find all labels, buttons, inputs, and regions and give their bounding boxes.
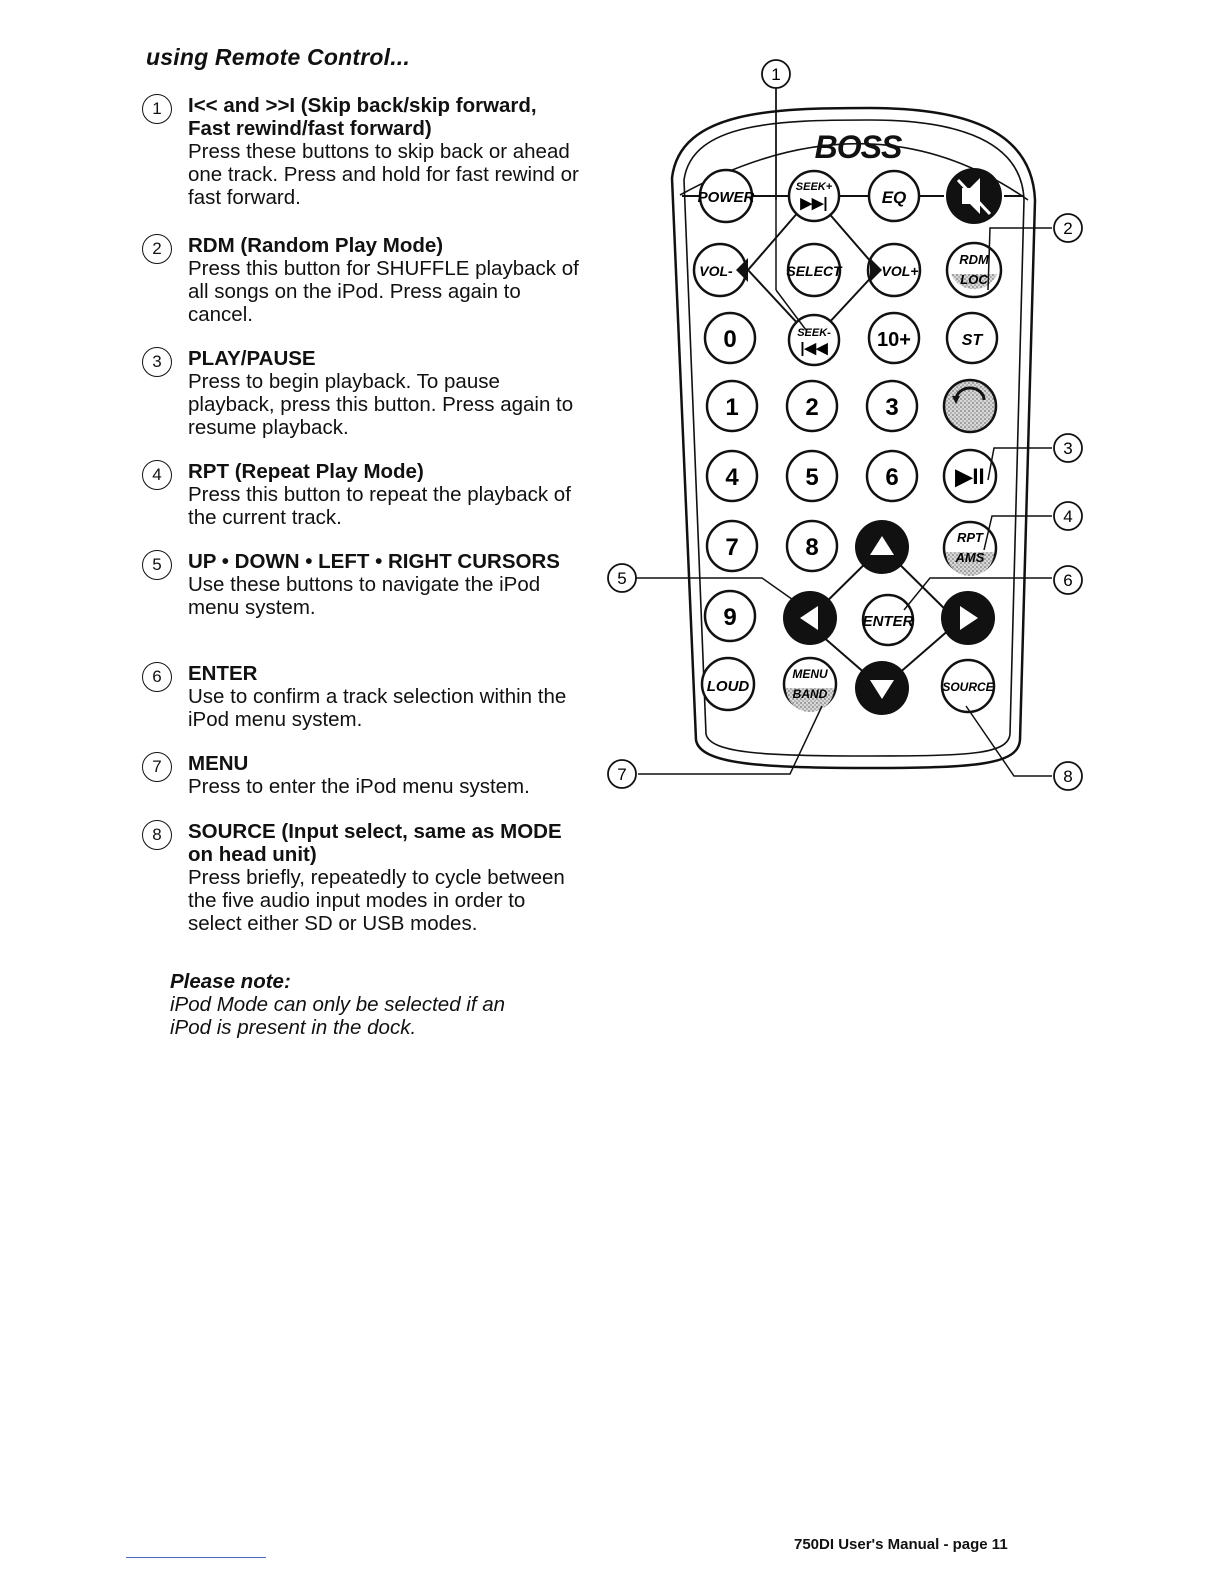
callout-6 — [1054, 566, 1082, 594]
svg-text:ST: ST — [961, 332, 983, 349]
item-text: Use to confirm a track selection within the iPod menu system. — [188, 685, 567, 731]
instruction-item-menu — [142, 752, 582, 798]
svg-text:3: 3 — [885, 394, 899, 421]
one-button — [707, 381, 757, 431]
return-stop-button — [944, 380, 996, 432]
item-number: 7 — [142, 752, 172, 782]
svg-text:6: 6 — [885, 464, 899, 491]
note-title: Please note: — [170, 970, 291, 993]
remote-control-diagram — [600, 50, 1100, 810]
item-number: 6 — [142, 662, 172, 692]
vol-plus-button — [868, 244, 920, 296]
source-button — [942, 660, 995, 712]
page-footer: 750DI User's Manual - page 11 — [794, 1536, 1008, 1553]
svg-text:1: 1 — [771, 65, 781, 84]
power-button — [698, 170, 755, 222]
svg-text:LOC: LOC — [960, 272, 988, 287]
enter-button — [863, 595, 914, 645]
five-button — [787, 451, 837, 501]
item-heading: UP • DOWN • LEFT • RIGHT CURSORS — [188, 550, 560, 573]
footer-divider — [126, 1557, 266, 1558]
instruction-item-rdm — [142, 234, 582, 326]
svg-text:BAND: BAND — [792, 687, 828, 701]
svg-text:SELECT: SELECT — [786, 263, 842, 279]
svg-text:2: 2 — [1063, 219, 1073, 238]
item-text: Press briefly, repeatedly to cycle between the five audio input modes in order to select either SD or USB modes. — [188, 866, 565, 935]
svg-text:9: 9 — [723, 604, 737, 631]
skip-forward-icon: ▶▶| — [800, 195, 828, 212]
svg-text:5: 5 — [805, 464, 819, 491]
item-number: 3 — [142, 347, 172, 377]
callout-8 — [1054, 762, 1082, 790]
svg-text:SEEK-: SEEK- — [797, 327, 831, 339]
item-heading: RPT (Repeat Play Mode) — [188, 460, 424, 483]
seven-button — [707, 521, 757, 571]
svg-text:6: 6 — [1063, 571, 1073, 590]
instruction-item-enter — [142, 662, 582, 731]
callout-7 — [608, 760, 636, 788]
svg-text:8: 8 — [805, 534, 819, 561]
item-number: 2 — [142, 234, 172, 264]
skip-back-icon: |◀◀ — [800, 340, 828, 357]
svg-text:4: 4 — [725, 464, 739, 491]
svg-text:VOL+: VOL+ — [881, 263, 919, 279]
cursor-down-button — [855, 661, 909, 715]
instruction-item-rpt — [142, 460, 582, 529]
svg-text:MENU: MENU — [792, 667, 828, 681]
vol-minus-button — [694, 244, 748, 296]
svg-text:RDM: RDM — [959, 252, 989, 267]
four-button — [707, 451, 757, 501]
nine-button — [705, 591, 755, 641]
svg-text:0: 0 — [723, 326, 737, 353]
item-heading: MENU — [188, 752, 249, 775]
brand-logo: BOSS — [814, 129, 902, 165]
svg-text:EQ: EQ — [881, 188, 907, 207]
item-text: Use these buttons to navigate the iPod menu system. — [188, 573, 541, 619]
instruction-item-skip — [142, 94, 582, 209]
item-number: 5 — [142, 550, 172, 580]
seek-back-button — [789, 315, 839, 365]
item-heading: I<< and >>I (Skip back/skip forward, Fast rewind/fast forward) — [188, 94, 537, 140]
svg-text:AMS: AMS — [955, 550, 985, 565]
cursor-up-button — [855, 520, 909, 574]
item-heading: PLAY/PAUSE — [188, 347, 316, 370]
svg-text:3: 3 — [1063, 439, 1073, 458]
st-button — [947, 313, 997, 363]
two-button — [787, 381, 837, 431]
instruction-item-play-pause — [142, 347, 582, 439]
item-text: Press to begin playback. To pause playback, press this button. Press again to resume playback. — [188, 370, 574, 439]
svg-text:RPT: RPT — [957, 530, 983, 545]
callout-1 — [762, 60, 790, 88]
svg-text:7: 7 — [725, 534, 739, 561]
svg-text:2: 2 — [805, 394, 819, 421]
item-text: Press to enter the iPod menu system. — [188, 775, 530, 798]
eight-button — [787, 521, 837, 571]
svg-text:ENTER: ENTER — [862, 613, 914, 630]
callout-4 — [1054, 502, 1082, 530]
callout-3 — [1054, 434, 1082, 462]
svg-text:SOURCE: SOURCE — [942, 680, 994, 694]
note-text: iPod Mode can only be selected if an iPod is present in the dock. — [170, 993, 506, 1039]
rdm-loc-button — [947, 243, 1001, 297]
item-text: Press these buttons to skip back or ahead one track. Press and hold for fast rewind or fast forward. — [188, 140, 579, 209]
item-number: 4 — [142, 460, 172, 490]
svg-text:8: 8 — [1063, 767, 1073, 786]
callout-5 — [608, 564, 636, 592]
svg-text:VOL-: VOL- — [699, 263, 733, 279]
seek-forward-button — [789, 171, 839, 221]
item-number: 1 — [142, 94, 172, 124]
svg-text:7: 7 — [617, 765, 627, 784]
please-note — [170, 970, 550, 1039]
three-button — [867, 381, 917, 431]
mute-button — [946, 168, 1002, 224]
play-pause-icon: ▶II — [955, 464, 985, 489]
menu-band-button — [784, 658, 836, 712]
eq-button — [869, 171, 919, 221]
cursor-right-button — [941, 591, 995, 645]
svg-text:1: 1 — [725, 394, 739, 421]
loud-button — [702, 658, 754, 710]
svg-text:10+: 10+ — [877, 329, 911, 351]
item-number: 8 — [142, 820, 172, 850]
svg-text:LOUD: LOUD — [706, 678, 750, 695]
zero-button — [705, 313, 755, 363]
item-heading: ENTER — [188, 662, 258, 685]
svg-text:POWER: POWER — [697, 189, 755, 206]
section-title: using Remote Control... — [146, 44, 410, 70]
item-heading: RDM (Random Play Mode) — [188, 234, 444, 257]
callout-2 — [1054, 214, 1082, 242]
instruction-item-source — [142, 820, 582, 935]
svg-text:4: 4 — [1063, 507, 1073, 526]
six-button — [867, 451, 917, 501]
svg-text:SEEK+: SEEK+ — [795, 181, 833, 193]
instruction-item-cursors — [142, 550, 582, 619]
item-text: Press this button for SHUFFLE playback of all songs on the iPod. Press again to cancel. — [188, 257, 579, 326]
ten-plus-button — [869, 313, 919, 363]
item-text: Press this button to repeat the playback of the current track. — [188, 483, 571, 529]
item-heading: SOURCE (Input select, same as MODE on head unit) — [188, 820, 562, 866]
svg-text:5: 5 — [617, 569, 627, 588]
